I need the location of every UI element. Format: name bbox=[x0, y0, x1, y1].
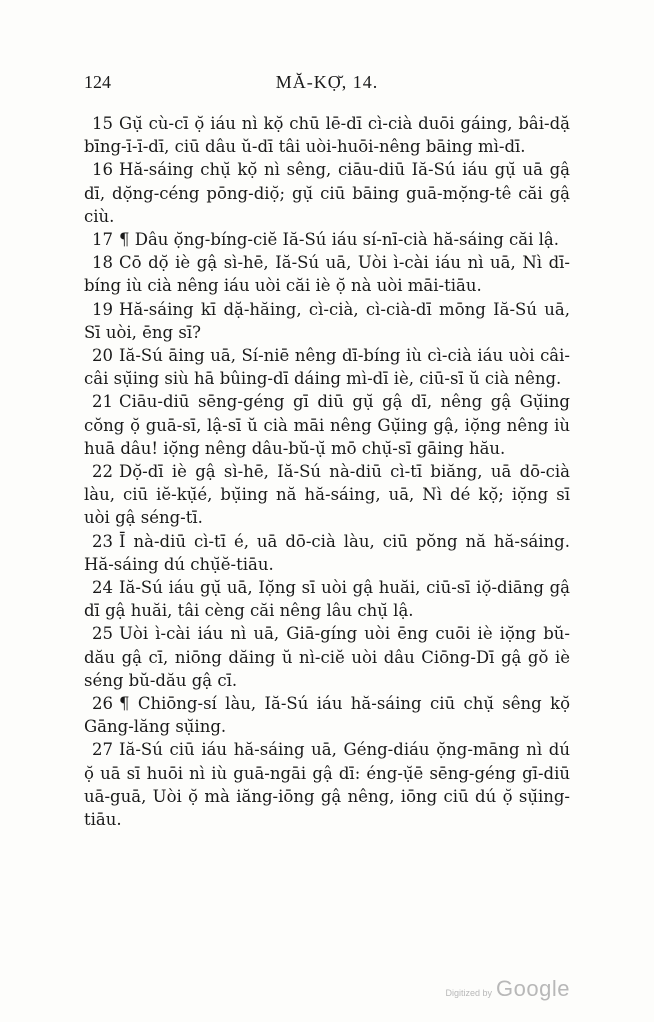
verse bbox=[84, 251, 570, 297]
verse-text: Uòi ì-cài iáu nì uā, Giā-gíng uòi ēng cuōi iè iọ̆ng bŭ-dău gậ cī, niōng dăing ŭ nì-ciĕ uòi dâu Ciōng-Dī gậ gŏ iè séng bŭ-dău gậ cī. bbox=[84, 624, 570, 690]
verse-text: Dọ̆-dī iè gậ sì-hē, Iă-Sú nà-diū cì-tī biăng, uā dō-cià làu, ciū iĕ-kụ̆é, bụ̆ing nă hă-sáing, uā, Nì dé kọ̆; iọ̆ng sī uòi gậ séng-tī. bbox=[84, 462, 570, 528]
verse bbox=[84, 158, 570, 228]
watermark-prefix: Digitized by bbox=[445, 988, 493, 998]
verse-text: Iă-Sú ciū iáu hă-sáing uā, Géng-diáu ọ̆ng-māng nì dú ọ̆ uā sī huōi nì iù guā-ngāi gậ dī: éng-ụ̆ē sēng-géng gī-diū uā-guā, Uòi ọ̆ mà iăng-iōng gậ nêng, iōng ciū dú ọ̆ sụ̆ing-tiāu. bbox=[84, 740, 570, 830]
body-text bbox=[84, 112, 570, 831]
digitized-watermark bbox=[446, 976, 570, 1002]
page-number: 124 bbox=[84, 72, 111, 92]
verse bbox=[84, 228, 570, 251]
verse-number: 27 bbox=[92, 740, 113, 760]
running-head: MĂ-KỌ̆, 14. bbox=[275, 72, 379, 92]
verse-text: Ciāu-diū sēng-géng gī diū gụ̆ gậ dī, nêng gậ Gụ̆ing cŏng ọ̆ guā-sī, lậ-sī ŭ cià māi nêng Gụ̆ing gậ, iọ̆ng nêng iù huā dâu! iọ̆ng nêng dâu-bŭ-ụ̆ mō chụ̆-sī gāing hău. bbox=[84, 392, 570, 458]
verse-number: 24 bbox=[92, 578, 113, 598]
verse bbox=[84, 738, 570, 831]
verse bbox=[84, 530, 570, 576]
verse-number: 15 bbox=[92, 114, 113, 133]
verse-text: Iă-Sú iáu gụ̆ uā, Iọ̆ng sī uòi gậ huăi, ciū-sī iọ̆-diāng gậ dī gậ huăi, tâi cèng căi nêng lâu chụ̆ lậ. bbox=[84, 578, 570, 621]
verse-text: ¶ Dâu ọ̆ng-bíng-ciĕ Iă-Sú iáu sí-nī-cià hă-sáing căi lậ. bbox=[119, 230, 560, 250]
verse-text: Hă-sáing kī dặ-hăing, cì-cià, cì-cià-dī mōng Iă-Sú uā, Sī uòi, ēng sī? bbox=[84, 299, 570, 342]
verse bbox=[84, 298, 570, 344]
verse bbox=[84, 622, 570, 692]
verse-number: 26 bbox=[92, 694, 113, 714]
verse-number: 22 bbox=[92, 462, 113, 482]
verse-text: Ī nà-diū cì-tī é, uā dō-cià làu, ciū pŏng nă hă-sáing. Hă-sáing dú chụ̆ĕ-tiāu. bbox=[84, 531, 570, 574]
verse bbox=[84, 576, 570, 622]
verse-text: ¶ Chiōng-sí làu, Iă-Sú iáu hă-sáing ciū chụ̆ sêng kọ̆ Gāng-lăng sụ̆ing. bbox=[84, 694, 570, 737]
verse-number: 21 bbox=[92, 392, 113, 412]
verse-number: 18 bbox=[92, 253, 113, 273]
verse-text: Hă-sáing chụ̆ kọ̆ nì sêng, ciāu-diū Iă-Sú iáu gụ̆ uā gậ dī, dọ̆ng-céng pōng-diọ̆; gụ̆ ciū bāing guā-mọ̆ng-tê căi gậ ciù. bbox=[84, 160, 570, 226]
verse bbox=[84, 112, 570, 158]
verse-text: Iă-Sú āing uā, Sí-niē nêng dī-bíng iù cì-cià iáu uòi câi-câi sụ̆ing siù hā bûing-dī dáing mì-dī iè, ciū-sī ŭ cià nêng. bbox=[84, 346, 570, 389]
verse bbox=[84, 390, 570, 460]
page-header bbox=[84, 72, 570, 96]
verse bbox=[84, 692, 570, 738]
verse-text: Cō dọ̆ iè gậ sì-hē, Iă-Sú uā, Uòi ì-cài iáu nì uā, Nì dī-bíng iù cià nêng iáu uòi căi iè ọ̆ nà uòi māi-tiāu. bbox=[84, 253, 570, 296]
verse bbox=[84, 460, 570, 530]
verse-number: 17 bbox=[92, 230, 113, 250]
verse-number: 25 bbox=[92, 624, 113, 644]
verse-text: Gụ̆ cù-cī ọ̆ iáu nì kọ̆ chū lē-dī cì-cià duōi gáing, bâi-dặ bīng-ī-ī-dī, ciū dâu ŭ-dī tâi uòi-huōi-nêng bāing mì-dī. bbox=[84, 114, 570, 157]
verse-number: 19 bbox=[92, 299, 113, 319]
verse-number: 16 bbox=[92, 160, 113, 180]
verse-number: 20 bbox=[92, 346, 113, 366]
verse bbox=[84, 344, 570, 390]
verse-number: 23 bbox=[92, 531, 113, 551]
google-logo: Google bbox=[496, 976, 570, 1001]
